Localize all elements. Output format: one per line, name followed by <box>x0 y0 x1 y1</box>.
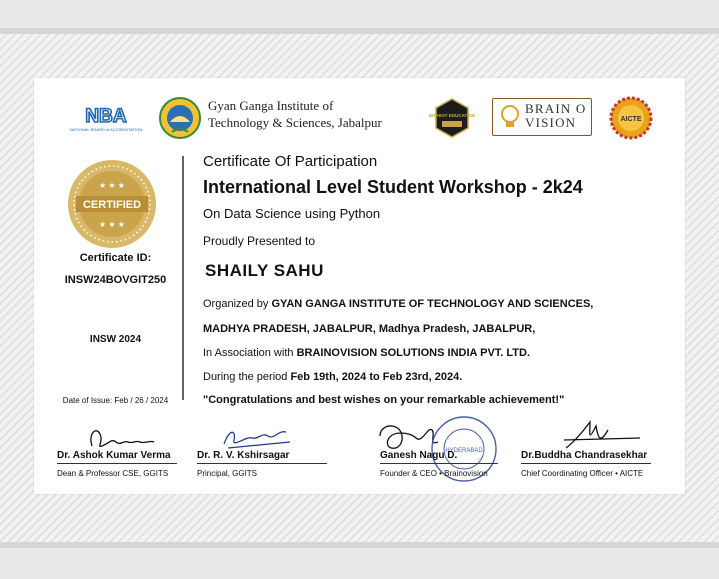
period-prefix: During the period <box>203 371 291 383</box>
certificate-id: INSW24BOVGIT250 <box>64 274 167 286</box>
bulb-icon <box>499 104 521 130</box>
organizer-name: GYAN GANGA INSTITUTE OF TECHNOLOGY AND SCIENCES, <box>271 298 594 310</box>
period-dates: Feb 19th, 2024 to Feb 23rd, 2024. <box>290 371 463 383</box>
brainovision-line1: BRAIN O <box>525 101 587 116</box>
organized-prefix: Organized by <box>203 298 272 310</box>
signatory-4-name: Dr.Buddha Chandrasekhar <box>521 450 648 461</box>
certificate-id-label: Certificate ID: <box>79 252 152 264</box>
location-line: MADHYA PRADESH, JABALPUR, Madhya Pradesh, JABALPUR, <box>203 323 536 335</box>
signatory-3-name: Ganesh Nagu D. <box>380 450 458 461</box>
signatory-2-name: Dr. R. V. Kshirsagar <box>197 450 290 461</box>
nba-logo-text: NBA <box>85 106 127 127</box>
institute-name <box>208 97 382 131</box>
brainovision-logo <box>492 98 592 136</box>
institute-name-line1: Gyan Ganga Institute of <box>208 98 334 113</box>
association-prefix: In Association with <box>203 347 297 359</box>
aicte-logo-icon <box>609 96 653 140</box>
certificate-title: Certificate Of Participation <box>203 153 378 170</box>
signatory-1-line <box>57 463 177 464</box>
certified-seal-icon <box>66 158 158 250</box>
top-band <box>0 0 719 28</box>
bharat-education-badge-icon <box>428 98 476 138</box>
svg-text:★ ★ ★: ★ ★ ★ <box>99 220 125 229</box>
period-line <box>203 371 462 383</box>
ggits-emblem-icon <box>158 96 202 140</box>
signatory-4-role: Chief Coordinating Officer • AICTE <box>521 469 644 478</box>
recipient-name: SHAILY SAHU <box>205 261 324 280</box>
signatory-2-line <box>197 463 327 464</box>
vertical-divider <box>182 156 184 400</box>
aicte-text: AICTE <box>620 116 642 123</box>
institute-name-line2: Technology & Sciences, Jabalpur <box>208 115 382 130</box>
svg-text:★ ★ ★: ★ ★ ★ <box>99 181 125 190</box>
stamp-text: HYDERABAD <box>445 448 483 454</box>
signatory-2-role: Principal, GGITS <box>197 469 258 478</box>
organized-by-line <box>203 298 593 310</box>
association-name: BRAINOVISION SOLUTIONS INDIA PVT. LTD. <box>296 347 531 359</box>
event-title: International Level Student Workshop - 2k24 <box>203 177 583 197</box>
presented-to-label: Proudly Presented to <box>203 234 316 248</box>
issue-date: Date of Issue: Feb / 26 / 2024 <box>62 396 169 405</box>
closing-message: "Congratulations and best wishes on your remarkable achievement!" <box>203 394 565 406</box>
signatory-1-role: Dean & Professor CSE, GGITS <box>57 469 169 478</box>
nba-logo-icon <box>69 98 143 138</box>
signatory-1-name: Dr. Ashok Kumar Verma <box>57 450 171 461</box>
bottom-band <box>0 548 719 579</box>
certificate <box>34 78 685 494</box>
bharat-badge-text: BHARAT EDUCATION <box>428 113 476 118</box>
brainovision-text <box>525 102 587 130</box>
event-topic: On Data Science using Python <box>203 206 381 221</box>
signatory-4-line <box>521 463 651 464</box>
nba-caption: NATIONAL BOARD of ACCREDITATION <box>69 127 143 132</box>
seal-text: CERTIFIED <box>82 199 142 211</box>
association-line <box>203 347 530 359</box>
signatory-3-role: Founder & CEO • Brainovision <box>380 469 488 478</box>
brainovision-line2: VISION <box>525 115 577 130</box>
event-code: INSW 2024 <box>89 334 142 345</box>
signatory-3-line <box>380 463 498 464</box>
